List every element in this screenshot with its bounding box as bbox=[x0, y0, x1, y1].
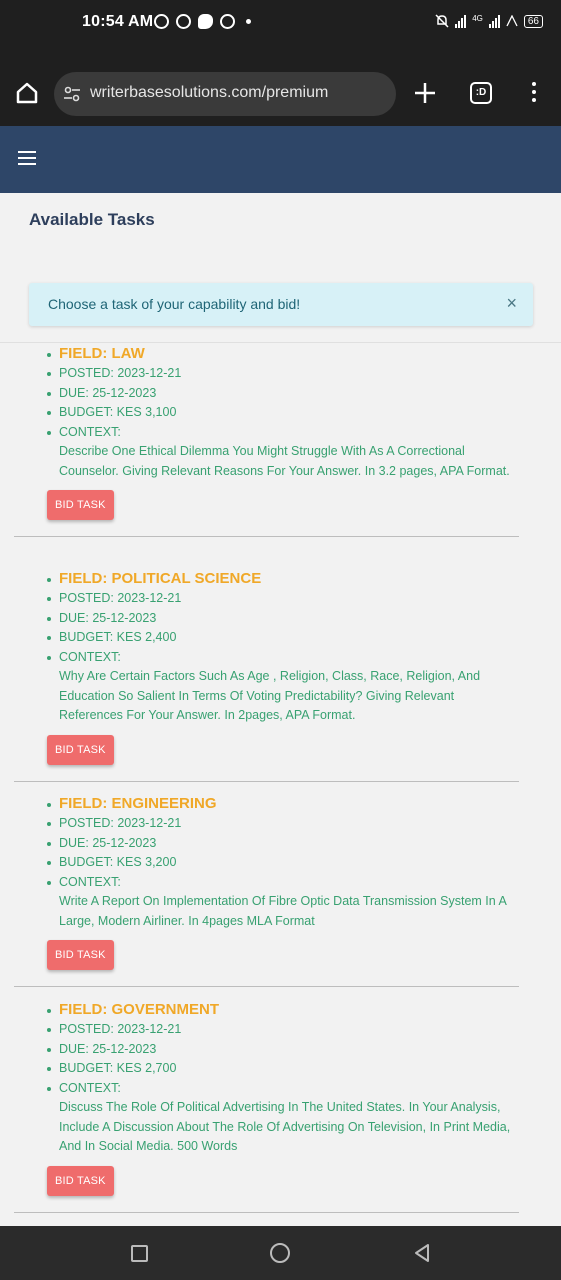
task-posted: POSTED: 2023-12-21 bbox=[14, 364, 519, 384]
task-field: FIELD: LAW bbox=[14, 344, 519, 364]
task-due: DUE: 25-12-2023 bbox=[14, 609, 519, 629]
site-header bbox=[0, 126, 561, 193]
divider bbox=[0, 342, 561, 343]
plus-icon[interactable] bbox=[412, 80, 438, 106]
task-budget: BUDGET: KES 3,200 bbox=[14, 853, 519, 873]
task-posted: POSTED: 2023-12-21 bbox=[14, 814, 519, 834]
home-nav-icon[interactable] bbox=[270, 1243, 290, 1263]
task-posted: POSTED: 2023-12-21 bbox=[14, 589, 519, 609]
task-due: DUE: 25-12-2023 bbox=[14, 834, 519, 854]
task-field: FIELD: ENGINEERING bbox=[14, 794, 519, 814]
system-status bbox=[435, 14, 543, 28]
bid-task-button[interactable]: BID TASK bbox=[47, 490, 114, 520]
task-card bbox=[14, 1000, 519, 1213]
task-context-label: CONTEXT: bbox=[14, 423, 519, 443]
task-field: FIELD: POLITICAL SCIENCE bbox=[14, 569, 519, 589]
url-text: writerbasesolutions.com/premium bbox=[90, 84, 329, 101]
hamburger-menu-icon[interactable] bbox=[18, 151, 36, 165]
network-type: 4G bbox=[472, 13, 483, 23]
task-context-label: CONTEXT: bbox=[14, 1079, 519, 1099]
more-notifications-dot bbox=[246, 19, 251, 24]
task-context-label: CONTEXT: bbox=[14, 873, 519, 893]
bid-task-button[interactable]: BID TASK bbox=[47, 1166, 114, 1196]
site-settings-icon[interactable] bbox=[62, 84, 82, 104]
signal-icon bbox=[455, 14, 466, 28]
browser-toolbar bbox=[0, 46, 561, 126]
task-card bbox=[14, 794, 519, 987]
task-context: Describe One Ethical Dilemma You Might Struggle With As A Correctional Counselor. Giving Relevant Reasons For Your Answer. In 3.2 pages, APA Format. bbox=[59, 444, 510, 478]
bell-off-icon bbox=[435, 14, 449, 28]
info-alert bbox=[29, 283, 533, 326]
notification-icons bbox=[154, 14, 251, 29]
notification-icon bbox=[220, 14, 235, 29]
task-budget: BUDGET: KES 3,100 bbox=[14, 403, 519, 423]
task-card bbox=[14, 344, 519, 537]
recents-icon[interactable] bbox=[131, 1245, 148, 1262]
more-vert-icon[interactable] bbox=[526, 82, 542, 104]
task-context: Write A Report On Implementation Of Fibre Optic Data Transmission System In A Large, Modern Airliner. In 4pages MLA Format bbox=[59, 894, 507, 928]
back-icon[interactable] bbox=[412, 1243, 432, 1263]
task-field: FIELD: GOVERNMENT bbox=[14, 1000, 519, 1020]
chat-bubble-icon bbox=[198, 14, 213, 29]
status-time: 10:54 AM bbox=[82, 13, 154, 30]
task-context: Why Are Certain Factors Such As Age , Religion, Class, Race, Religion, And Education So Salient In Terms Of Voting Predictability? Giving Relevant References For Your Answer. In 2pages, APA Format. bbox=[59, 669, 481, 722]
task-budget: BUDGET: KES 2,700 bbox=[14, 1059, 519, 1079]
bid-task-button[interactable]: BID TASK bbox=[47, 735, 114, 765]
notification-icon bbox=[154, 14, 169, 29]
vowifi-icon bbox=[506, 15, 518, 27]
home-icon[interactable] bbox=[14, 80, 40, 106]
tab-switcher-button[interactable]: :D bbox=[470, 82, 492, 104]
task-card bbox=[14, 569, 519, 782]
notification-icon bbox=[176, 14, 191, 29]
task-context: Discuss The Role Of Political Advertising In The United States. In Your Analysis, Include A Discussion About The Role Of Advertising On Television, In Print Media, And In Social Media. 500 Words bbox=[59, 1100, 511, 1153]
battery-icon: 66 bbox=[524, 15, 543, 28]
task-context-label: CONTEXT: bbox=[14, 648, 519, 668]
task-posted: POSTED: 2023-12-21 bbox=[14, 1020, 519, 1040]
alert-text: Choose a task of your capability and bid! bbox=[48, 296, 301, 312]
bid-task-button[interactable]: BID TASK bbox=[47, 940, 114, 970]
address-bar[interactable] bbox=[54, 72, 396, 116]
close-icon[interactable]: × bbox=[506, 293, 517, 313]
signal-icon bbox=[489, 14, 500, 28]
status-bar bbox=[0, 0, 561, 46]
task-due: DUE: 25-12-2023 bbox=[14, 384, 519, 404]
task-budget: BUDGET: KES 2,400 bbox=[14, 628, 519, 648]
page-title: Available Tasks bbox=[29, 210, 155, 229]
system-nav-bar bbox=[0, 1226, 561, 1280]
task-due: DUE: 25-12-2023 bbox=[14, 1040, 519, 1060]
